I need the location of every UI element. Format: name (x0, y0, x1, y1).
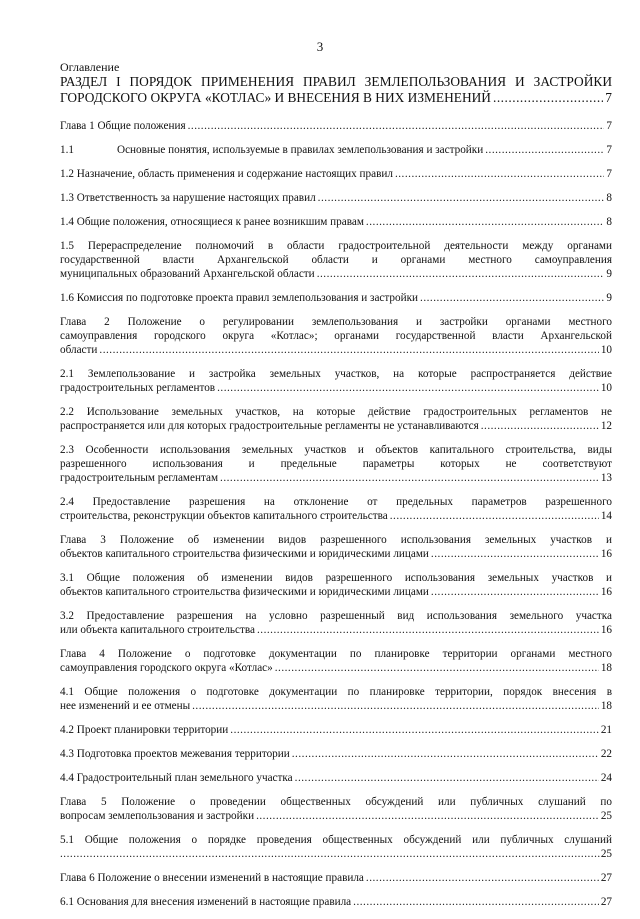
toc-entry[interactable] (60, 215, 612, 229)
leader-dots (485, 143, 604, 157)
toc-entry-last-line (60, 547, 612, 561)
toc-entry-line: Глава 5 Положение о проведении общественных обсуждений или публичных слушаний по (60, 796, 612, 808)
toc-entry-line: 3.2 Предоставление разрешения на условно разрешенный вид использования земельного участка (60, 610, 612, 622)
toc-entry-page: 10 (600, 344, 612, 356)
toc-entry-last-line (60, 191, 612, 205)
toc-entry-last-line (60, 895, 612, 909)
page-number: 3 (316, 39, 324, 54)
toc-entry-title: самоуправления городского округа «Котлас» (60, 662, 273, 674)
toc-entry[interactable] (60, 315, 612, 357)
toc-entry[interactable] (60, 771, 612, 785)
section-title[interactable] (60, 74, 612, 106)
toc-entry-title: градостроительных регламентов (60, 382, 216, 394)
toc-entry-page: 7 (606, 120, 612, 132)
leader-dots (317, 267, 605, 281)
toc-entry-last-line (60, 381, 612, 395)
toc-entry[interactable] (60, 191, 612, 205)
toc-entry-page: 8 (606, 216, 612, 228)
toc-entry-line: 3.1 Общие положения об изменении видов разрешенного использования земельных участков и (60, 572, 612, 584)
toc-entry-line: 1.5 Перераспределение полномочий в области градостроительной деятельности между органами (60, 240, 612, 252)
toc-entry-last-line (60, 661, 612, 675)
toc-entry-line: государственной власти Архангельской области и органами местного самоуправления (60, 254, 612, 266)
toc-entry-page: 13 (600, 472, 612, 484)
toc-entry-title: 1.3 Ответственность за нарушение настоящих правил (60, 192, 316, 204)
toc-entry-number: 1.1 (60, 144, 74, 156)
toc-entry[interactable] (60, 143, 612, 157)
toc-entry-page: 18 (600, 700, 612, 712)
toc-entry-page: 7 (606, 144, 612, 156)
leader-dots (188, 119, 605, 133)
toc-entry-line: 5.1 Общие положения о порядке проведения общественных обсуждений или публичных слушаний (60, 834, 612, 846)
toc-entry-last-line (60, 771, 612, 785)
toc-entry-title: нее изменений и ее отмены (60, 700, 191, 712)
toc-entry-line: самоуправления городского округа «Котлас»; органами государственной власти Архангельской (60, 330, 612, 342)
toc-entry-last-line (60, 267, 612, 281)
table-of-contents (60, 60, 612, 919)
toc-entry-line: 2.4 Предоставление разрешения на отклонение от предельных параметров разрешенного (60, 496, 612, 508)
toc-entry[interactable] (60, 367, 612, 395)
toc-entry[interactable] (60, 647, 612, 675)
toc-entry-line: 2.2 Использование земельных участков, на которые действие градостроительных регламентов не (60, 406, 612, 418)
toc-entry-title: 1.6 Комиссия по подготовке проекта правил землепользования и застройки (60, 292, 419, 304)
leader-dots (99, 343, 598, 357)
leader-dots (220, 471, 599, 485)
section-title-line-1: РАЗДЕЛ I ПОРЯДОК ПРИМЕНЕНИЯ ПРАВИЛ ЗЕМЛЕПОЛЬЗОВАНИЯ И ЗАСТРОЙКИ (60, 74, 612, 89)
toc-entry-page: 14 (600, 510, 612, 522)
toc-entry-title: вопросам землепользования и застройки (60, 810, 255, 822)
leader-dots (366, 871, 599, 885)
leader-dots (318, 191, 605, 205)
leader-dots (395, 167, 604, 181)
toc-entry[interactable] (60, 609, 612, 637)
leader-dots (230, 723, 599, 737)
toc-entry[interactable] (60, 685, 612, 713)
toc-entry-title: 1.2 Назначение, область применения и содержание настоящих правил (60, 168, 393, 180)
toc-entry[interactable] (60, 895, 612, 909)
toc-entry-title: 4.4 Градостроительный план земельного участка (60, 772, 293, 784)
toc-entry-title: строительства, реконструкции объектов капитального строительства (60, 510, 388, 522)
toc-entry-last-line (60, 143, 612, 157)
toc-entry-last-line (60, 119, 612, 133)
leader-dots (431, 585, 599, 599)
leader-dots (420, 291, 604, 305)
toc-entry-line: 4.1 Общие положения о подготовке документации по планировке территории, порядок внесения в (60, 686, 612, 698)
toc-entry-page: 10 (600, 382, 612, 394)
leader-dots (481, 419, 599, 433)
toc-entry[interactable] (60, 795, 612, 823)
toc-entry-title: или объекта капитального строительства (60, 624, 255, 636)
toc-entry[interactable] (60, 443, 612, 485)
section-title-line-2 (60, 90, 612, 106)
toc-entry-page: 9 (606, 292, 612, 304)
toc-entry-last-line (60, 723, 612, 737)
toc-entry[interactable] (60, 571, 612, 599)
toc-entry-last-line (60, 585, 612, 599)
leader-dots (353, 895, 599, 909)
toc-entry-title: области (60, 344, 98, 356)
toc-entry-last-line (60, 699, 612, 713)
toc-entry-last-line (60, 167, 612, 181)
leader-dots (256, 809, 599, 823)
toc-entry-page: 16 (600, 586, 612, 598)
toc-entry-leader-line (60, 847, 612, 861)
toc-entry[interactable] (60, 833, 612, 861)
toc-entry-page: 16 (600, 624, 612, 636)
toc-entry[interactable] (60, 239, 612, 281)
toc-entry-line: 2.3 Особенности использования земельных участков и объектов капитального строительства, виды (60, 444, 612, 456)
toc-entry-last-line (60, 215, 612, 229)
toc-entry-page: 8 (606, 192, 612, 204)
toc-entry-title: Глава 1 Общие положения (60, 120, 186, 132)
toc-entry-last-line (60, 509, 612, 523)
toc-entry-page: 18 (600, 662, 612, 674)
leader-dots (275, 661, 599, 675)
toc-entry-page: 24 (600, 772, 612, 784)
toc-entry-page: 21 (600, 724, 612, 736)
toc-entry-last-line (60, 419, 612, 433)
leader-dots (390, 509, 599, 523)
toc-entry-line: Глава 2 Положение о регулировании землепользования и застройки органами местного (60, 316, 612, 328)
toc-entry-title: муниципальных образований Архангельской области (60, 268, 315, 280)
toc-entry-title: объектов капитального строительства физическими и юридическими лицами (60, 586, 429, 598)
toc-entry-last-line (60, 623, 612, 637)
toc-entry-line: 2.1 Землепользование и застройка земельных участков, на которые распространяется действие (60, 368, 612, 380)
toc-entry-title: объектов капитального строительства физическими и юридическими лицами (60, 548, 429, 560)
toc-entry[interactable] (60, 723, 612, 737)
toc-entry-last-line (60, 747, 612, 761)
section-page-number: 7 (605, 90, 612, 105)
toc-entry-line: Глава 3 Положение об изменении видов разрешенного использования земельных участков и (60, 534, 612, 546)
toc-entry-last-line (60, 809, 612, 823)
toc-entry[interactable] (60, 167, 612, 181)
toc-entry[interactable] (60, 747, 612, 761)
leader-dots (366, 215, 604, 229)
leader-dots (292, 747, 599, 761)
toc-entries (60, 119, 612, 909)
leader-dots (493, 90, 603, 106)
toc-entry-page: 22 (600, 748, 612, 760)
toc-entry-title: Глава 6 Положение о внесении изменений в настоящие правила (60, 872, 364, 884)
toc-entry-title: градостроительным регламентам (60, 472, 219, 484)
toc-entry-title: 4.3 Подготовка проектов межевания территории (60, 748, 290, 760)
toc-entry-title: 4.2 Проект планировки территории (60, 724, 229, 736)
toc-entry-line: разрешенного использования и предельные параметры которых не соответствуют (60, 458, 612, 470)
toc-entry[interactable] (60, 405, 612, 433)
toc-heading: Оглавление (60, 60, 120, 74)
toc-entry-last-line (60, 871, 612, 885)
toc-entry-title: Основные понятия, используемые в правилах землепользования и застройки (117, 144, 484, 156)
toc-entry[interactable] (60, 533, 612, 561)
toc-entry[interactable] (60, 119, 612, 133)
section-title-text: ГОРОДСКОГО ОКРУГА «КОТЛАС» И ВНЕСЕНИЯ В НИХ ИЗМЕНЕНИЙ (60, 90, 491, 105)
leader-dots (431, 547, 599, 561)
toc-entry-title: 6.1 Основания для внесения изменений в настоящие правила (60, 896, 352, 908)
toc-entry-page: 27 (600, 896, 612, 908)
toc-entry[interactable] (60, 871, 612, 885)
toc-entry[interactable] (60, 495, 612, 523)
toc-entry-last-line (60, 471, 612, 485)
toc-entry-page: 25 (600, 810, 612, 822)
leader-dots (60, 847, 601, 861)
toc-entry-page: 9 (606, 268, 612, 280)
toc-entry-page: 7 (606, 168, 612, 180)
leader-dots (295, 771, 599, 785)
leader-dots (257, 623, 599, 637)
toc-entry-last-line (60, 291, 612, 305)
toc-entry-page: 27 (600, 872, 612, 884)
toc-entry-title: 1.4 Общие положения, относящиеся к ранее возникшим правам (60, 216, 364, 228)
toc-entry-page: 16 (600, 548, 612, 560)
toc-entry-line: Глава 4 Положение о подготовке документации по планировке территории органами местного (60, 648, 612, 660)
toc-entry-page: 12 (600, 420, 612, 432)
leader-dots (192, 699, 599, 713)
leader-dots (217, 381, 599, 395)
toc-entry[interactable] (60, 291, 612, 305)
toc-entry-title: распространяется или для которых градостроительные регламенты не устанавливаются (60, 420, 479, 432)
toc-entry-last-line (60, 343, 612, 357)
toc-entry-page: 25 (600, 848, 612, 860)
